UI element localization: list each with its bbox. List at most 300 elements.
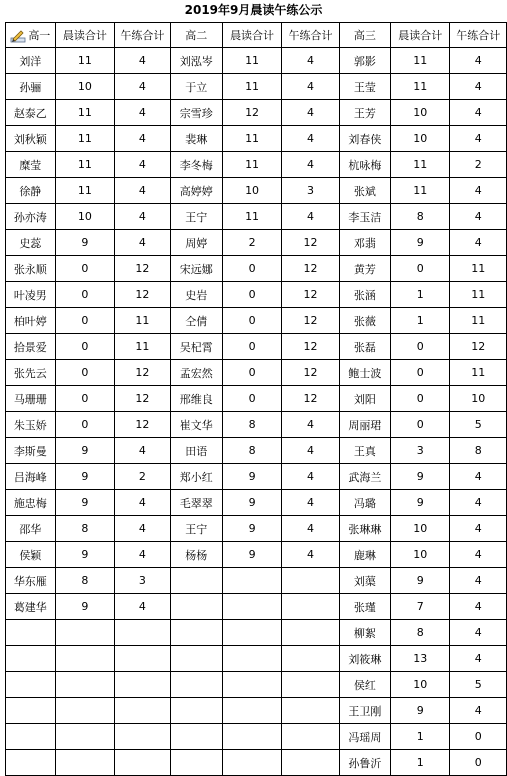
noon-count-cell [282, 750, 339, 776]
name-cell: 张斌 [339, 178, 390, 204]
morning-count-cell [222, 646, 281, 672]
noon-count-cell: 4 [282, 490, 339, 516]
noon-count-cell: 4 [115, 178, 171, 204]
noon-count-cell [115, 672, 171, 698]
name-cell: 郭影 [339, 48, 390, 74]
noon-count-cell: 4 [450, 178, 507, 204]
morning-count-cell [222, 620, 281, 646]
table-row [6, 360, 507, 386]
noon-count-cell: 11 [450, 282, 507, 308]
table-row [6, 74, 507, 100]
noon-count-cell: 4 [115, 516, 171, 542]
noon-count-cell: 11 [450, 360, 507, 386]
morning-count-cell [222, 672, 281, 698]
name-cell [6, 672, 56, 698]
noon-count-cell: 11 [115, 308, 171, 334]
noon-count-cell: 8 [450, 438, 507, 464]
name-cell: 高婷婷 [170, 178, 222, 204]
name-cell: 施忠梅 [6, 490, 56, 516]
morning-count-cell [55, 750, 114, 776]
morning-count-cell: 10 [55, 204, 114, 230]
name-cell: 李斯曼 [6, 438, 56, 464]
noon-count-cell: 0 [450, 724, 507, 750]
noon-count-cell: 5 [450, 672, 507, 698]
name-cell: 孟宏然 [170, 360, 222, 386]
morning-count-cell: 9 [222, 516, 281, 542]
morning-count-cell: 9 [391, 230, 450, 256]
name-cell: 仝倩 [170, 308, 222, 334]
name-cell: 周丽珺 [339, 412, 390, 438]
noon-count-cell: 4 [282, 74, 339, 100]
noon-count-cell: 10 [450, 386, 507, 412]
header-label: 高二 [185, 29, 208, 42]
noon-count-cell [115, 620, 171, 646]
noon-count-cell: 12 [282, 256, 339, 282]
morning-count-cell [55, 724, 114, 750]
col-header-noon [115, 23, 171, 48]
morning-count-cell [222, 568, 281, 594]
table-row [6, 100, 507, 126]
noon-count-cell [282, 724, 339, 750]
table-row [6, 204, 507, 230]
noon-count-cell: 12 [115, 412, 171, 438]
name-cell [170, 698, 222, 724]
name-cell: 王莹 [339, 74, 390, 100]
noon-count-cell [282, 568, 339, 594]
morning-count-cell: 11 [222, 74, 281, 100]
header-row [6, 23, 507, 48]
noon-count-cell: 12 [282, 282, 339, 308]
noon-count-cell: 4 [282, 152, 339, 178]
morning-count-cell: 11 [222, 204, 281, 230]
morning-count-cell: 1 [391, 308, 450, 334]
table-row [6, 386, 507, 412]
morning-count-cell: 9 [55, 438, 114, 464]
name-cell: 刘蕖 [339, 568, 390, 594]
attendance-table [5, 22, 507, 776]
name-cell [6, 750, 56, 776]
name-cell: 刘秋颖 [6, 126, 56, 152]
morning-count-cell: 10 [391, 542, 450, 568]
name-cell: 朱玉娇 [6, 412, 56, 438]
table-body [6, 48, 507, 776]
name-cell: 张琳琳 [339, 516, 390, 542]
morning-count-cell: 9 [391, 464, 450, 490]
morning-count-cell: 9 [55, 542, 114, 568]
noon-count-cell: 4 [450, 464, 507, 490]
noon-count-cell: 4 [115, 100, 171, 126]
noon-count-cell [282, 672, 339, 698]
morning-count-cell: 8 [55, 516, 114, 542]
col-header-grade2 [170, 23, 222, 48]
noon-count-cell: 3 [282, 178, 339, 204]
noon-count-cell: 4 [450, 594, 507, 620]
table-row [6, 230, 507, 256]
morning-count-cell: 0 [55, 282, 114, 308]
noon-count-cell: 2 [115, 464, 171, 490]
morning-count-cell: 11 [222, 126, 281, 152]
noon-count-cell: 4 [450, 490, 507, 516]
noon-count-cell: 4 [115, 542, 171, 568]
morning-count-cell: 9 [222, 490, 281, 516]
name-cell: 吕海峰 [6, 464, 56, 490]
morning-count-cell: 0 [391, 256, 450, 282]
noon-count-cell: 4 [450, 100, 507, 126]
noon-count-cell: 4 [115, 74, 171, 100]
name-cell [6, 698, 56, 724]
noon-count-cell: 4 [115, 230, 171, 256]
name-cell: 葛建华 [6, 594, 56, 620]
morning-count-cell: 11 [391, 48, 450, 74]
table-row [6, 750, 507, 776]
morning-count-cell: 0 [391, 386, 450, 412]
header-label: 午练合计 [120, 29, 165, 42]
morning-count-cell: 13 [391, 646, 450, 672]
morning-count-cell: 8 [222, 438, 281, 464]
morning-count-cell: 0 [222, 360, 281, 386]
morning-count-cell: 0 [222, 256, 281, 282]
name-cell: 于立 [170, 74, 222, 100]
noon-count-cell: 4 [450, 698, 507, 724]
morning-count-cell: 9 [222, 542, 281, 568]
noon-count-cell: 4 [450, 646, 507, 672]
header-label: 午练合计 [288, 29, 333, 42]
morning-count-cell [222, 750, 281, 776]
morning-count-cell: 0 [391, 360, 450, 386]
morning-count-cell: 0 [55, 256, 114, 282]
morning-count-cell: 7 [391, 594, 450, 620]
name-cell: 赵泰乙 [6, 100, 56, 126]
morning-count-cell: 1 [391, 724, 450, 750]
name-cell [170, 620, 222, 646]
noon-count-cell [282, 698, 339, 724]
noon-count-cell: 4 [115, 490, 171, 516]
morning-count-cell [55, 620, 114, 646]
col-header-morning [222, 23, 281, 48]
noon-count-cell: 4 [450, 568, 507, 594]
name-cell: 糜莹 [6, 152, 56, 178]
name-cell: 周婷 [170, 230, 222, 256]
morning-count-cell: 12 [222, 100, 281, 126]
morning-count-cell [222, 698, 281, 724]
name-cell: 李玉洁 [339, 204, 390, 230]
col-header-grade3 [339, 23, 390, 48]
col-header-morning [55, 23, 114, 48]
morning-count-cell: 10 [391, 126, 450, 152]
header-label: 高三 [353, 29, 376, 42]
morning-count-cell: 3 [391, 438, 450, 464]
name-cell: 王芳 [339, 100, 390, 126]
noon-count-cell [115, 724, 171, 750]
col-header-grade1 [6, 23, 56, 48]
noon-count-cell: 4 [115, 48, 171, 74]
header-label: 晨读合计 [398, 29, 443, 42]
noon-count-cell: 12 [282, 308, 339, 334]
noon-count-cell: 12 [282, 230, 339, 256]
morning-count-cell: 10 [55, 74, 114, 100]
name-cell: 柳絮 [339, 620, 390, 646]
morning-count-cell: 11 [55, 152, 114, 178]
noon-count-cell [115, 698, 171, 724]
table-row [6, 48, 507, 74]
morning-count-cell: 11 [222, 48, 281, 74]
morning-count-cell: 10 [391, 100, 450, 126]
morning-count-cell: 9 [391, 698, 450, 724]
name-cell [170, 672, 222, 698]
morning-count-cell: 0 [391, 412, 450, 438]
table-row [6, 308, 507, 334]
name-cell: 华东雁 [6, 568, 56, 594]
name-cell: 宗雪珍 [170, 100, 222, 126]
morning-count-cell: 0 [222, 282, 281, 308]
name-cell [170, 750, 222, 776]
name-cell: 吴杞霄 [170, 334, 222, 360]
noon-count-cell: 4 [450, 204, 507, 230]
name-cell [170, 568, 222, 594]
table-row [6, 568, 507, 594]
noon-count-cell: 11 [115, 334, 171, 360]
table-row [6, 438, 507, 464]
table-row [6, 698, 507, 724]
noon-count-cell: 4 [282, 542, 339, 568]
name-cell: 黄芳 [339, 256, 390, 282]
noon-count-cell: 4 [282, 438, 339, 464]
header-label: 晨读合计 [230, 29, 275, 42]
noon-count-cell: 4 [450, 48, 507, 74]
name-cell: 田语 [170, 438, 222, 464]
noon-count-cell: 4 [450, 74, 507, 100]
noon-count-cell: 12 [282, 334, 339, 360]
morning-count-cell: 9 [55, 230, 114, 256]
noon-count-cell: 11 [450, 308, 507, 334]
name-cell: 郑小红 [170, 464, 222, 490]
noon-count-cell: 12 [115, 360, 171, 386]
noon-count-cell: 4 [282, 516, 339, 542]
morning-count-cell: 0 [55, 386, 114, 412]
morning-count-cell: 11 [391, 74, 450, 100]
name-cell: 史岩 [170, 282, 222, 308]
table-row [6, 516, 507, 542]
name-cell: 徐静 [6, 178, 56, 204]
noon-count-cell: 12 [282, 360, 339, 386]
name-cell: 王宁 [170, 516, 222, 542]
table-row [6, 256, 507, 282]
noon-count-cell: 4 [115, 152, 171, 178]
morning-count-cell: 9 [55, 464, 114, 490]
morning-count-cell: 11 [55, 126, 114, 152]
name-cell: 侯红 [339, 672, 390, 698]
name-cell: 邢维良 [170, 386, 222, 412]
table-row [6, 542, 507, 568]
name-cell [6, 620, 56, 646]
morning-count-cell: 10 [222, 178, 281, 204]
morning-count-cell: 8 [391, 204, 450, 230]
header-label: 高一 [28, 29, 51, 42]
name-cell [6, 646, 56, 672]
morning-count-cell [55, 672, 114, 698]
morning-count-cell: 11 [55, 100, 114, 126]
name-cell: 张涵 [339, 282, 390, 308]
noon-count-cell: 2 [450, 152, 507, 178]
header-label: 午练合计 [456, 29, 501, 42]
table-row [6, 490, 507, 516]
table-row [6, 282, 507, 308]
name-cell: 孙鲁沂 [339, 750, 390, 776]
noon-count-cell [115, 646, 171, 672]
morning-count-cell: 0 [222, 308, 281, 334]
table-row [6, 646, 507, 672]
morning-count-cell: 8 [391, 620, 450, 646]
name-cell: 马珊珊 [6, 386, 56, 412]
morning-count-cell: 11 [55, 178, 114, 204]
noon-count-cell: 4 [115, 594, 171, 620]
morning-count-cell [55, 646, 114, 672]
col-header-noon [282, 23, 339, 48]
name-cell: 宋远娜 [170, 256, 222, 282]
noon-count-cell: 4 [450, 230, 507, 256]
noon-count-cell: 4 [450, 542, 507, 568]
morning-count-cell: 0 [55, 308, 114, 334]
name-cell: 刘筱琳 [339, 646, 390, 672]
morning-count-cell [55, 698, 114, 724]
name-cell: 邵华 [6, 516, 56, 542]
morning-count-cell: 0 [55, 334, 114, 360]
name-cell: 崔文华 [170, 412, 222, 438]
name-cell: 张薇 [339, 308, 390, 334]
name-cell: 孙亦涛 [6, 204, 56, 230]
name-cell: 张瑾 [339, 594, 390, 620]
noon-count-cell: 4 [450, 516, 507, 542]
page-title: 2019年9月晨读午练公示 [184, 3, 323, 17]
morning-count-cell: 11 [391, 152, 450, 178]
name-cell: 刘春侠 [339, 126, 390, 152]
name-cell: 裴琳 [170, 126, 222, 152]
noon-count-cell: 4 [450, 620, 507, 646]
morning-count-cell: 1 [391, 282, 450, 308]
noon-count-cell: 4 [282, 464, 339, 490]
noon-count-cell: 4 [115, 204, 171, 230]
morning-count-cell: 1 [391, 750, 450, 776]
noon-count-cell: 4 [115, 438, 171, 464]
name-cell: 邓翡 [339, 230, 390, 256]
name-cell: 柏叶婷 [6, 308, 56, 334]
noon-count-cell [282, 620, 339, 646]
name-cell: 冯璐 [339, 490, 390, 516]
name-cell: 鲍士波 [339, 360, 390, 386]
noon-count-cell: 4 [115, 126, 171, 152]
name-cell: 张永顺 [6, 256, 56, 282]
name-cell: 毛翠翠 [170, 490, 222, 516]
morning-count-cell: 8 [222, 412, 281, 438]
noon-count-cell: 12 [115, 386, 171, 412]
name-cell: 冯瑶周 [339, 724, 390, 750]
pencil-icon [10, 29, 26, 43]
morning-count-cell [222, 594, 281, 620]
noon-count-cell: 12 [115, 256, 171, 282]
noon-count-cell: 12 [282, 386, 339, 412]
name-cell: 王卫刚 [339, 698, 390, 724]
noon-count-cell: 4 [282, 126, 339, 152]
table-row [6, 152, 507, 178]
noon-count-cell: 5 [450, 412, 507, 438]
noon-count-cell: 0 [450, 750, 507, 776]
name-cell: 张先云 [6, 360, 56, 386]
name-cell [170, 594, 222, 620]
table-row [6, 126, 507, 152]
header-label: 晨读合计 [62, 29, 107, 42]
col-header-morning [391, 23, 450, 48]
morning-count-cell: 9 [222, 464, 281, 490]
name-cell: 刘泓岑 [170, 48, 222, 74]
table-row [6, 464, 507, 490]
name-cell: 叶凌男 [6, 282, 56, 308]
noon-count-cell: 12 [115, 282, 171, 308]
noon-count-cell: 4 [450, 126, 507, 152]
name-cell: 张磊 [339, 334, 390, 360]
name-cell: 鹿琳 [339, 542, 390, 568]
morning-count-cell: 8 [55, 568, 114, 594]
table-row [6, 594, 507, 620]
name-cell: 杨杨 [170, 542, 222, 568]
table-row [6, 334, 507, 360]
table-row [6, 412, 507, 438]
noon-count-cell: 4 [282, 204, 339, 230]
name-cell: 武海兰 [339, 464, 390, 490]
col-header-noon [450, 23, 507, 48]
morning-count-cell: 11 [391, 178, 450, 204]
name-cell: 李冬梅 [170, 152, 222, 178]
name-cell: 孙骊 [6, 74, 56, 100]
morning-count-cell: 2 [222, 230, 281, 256]
name-cell: 史蕊 [6, 230, 56, 256]
noon-count-cell: 4 [282, 48, 339, 74]
name-cell: 杭咏梅 [339, 152, 390, 178]
morning-count-cell: 0 [222, 386, 281, 412]
name-cell [6, 724, 56, 750]
morning-count-cell: 0 [55, 412, 114, 438]
morning-count-cell: 0 [222, 334, 281, 360]
morning-count-cell: 9 [391, 490, 450, 516]
name-cell [170, 724, 222, 750]
table-row [6, 620, 507, 646]
name-cell [170, 646, 222, 672]
noon-count-cell: 3 [115, 568, 171, 594]
morning-count-cell: 9 [55, 594, 114, 620]
morning-count-cell: 10 [391, 516, 450, 542]
morning-count-cell: 0 [55, 360, 114, 386]
table-row [6, 178, 507, 204]
noon-count-cell [115, 750, 171, 776]
morning-count-cell: 9 [55, 490, 114, 516]
morning-count-cell: 10 [391, 672, 450, 698]
morning-count-cell: 0 [391, 334, 450, 360]
name-cell: 王宁 [170, 204, 222, 230]
name-cell: 刘洋 [6, 48, 56, 74]
name-cell: 王真 [339, 438, 390, 464]
noon-count-cell [282, 646, 339, 672]
noon-count-cell [282, 594, 339, 620]
morning-count-cell: 11 [222, 152, 281, 178]
table-row [6, 724, 507, 750]
noon-count-cell: 12 [450, 334, 507, 360]
name-cell: 侯颖 [6, 542, 56, 568]
noon-count-cell: 11 [450, 256, 507, 282]
name-cell: 拾景爱 [6, 334, 56, 360]
morning-count-cell: 9 [391, 568, 450, 594]
table-row [6, 672, 507, 698]
morning-count-cell: 11 [55, 48, 114, 74]
morning-count-cell [222, 724, 281, 750]
